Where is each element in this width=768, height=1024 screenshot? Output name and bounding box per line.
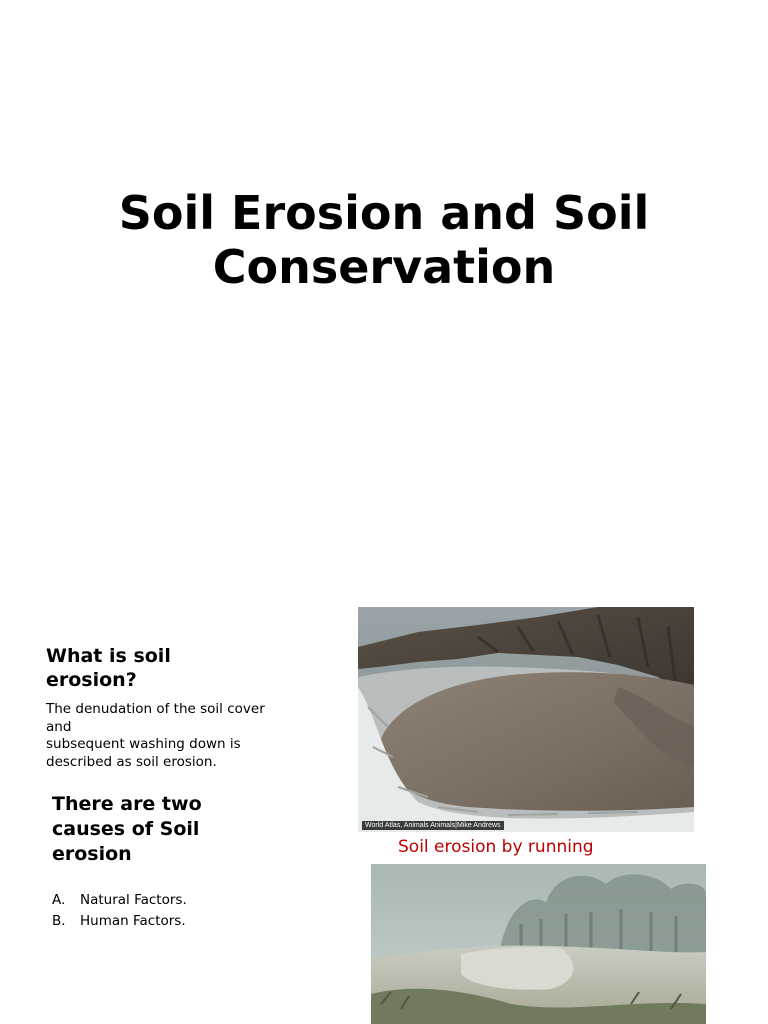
slide-title	[0, 186, 768, 294]
title-line-2: Conservation	[212, 240, 556, 294]
photo-credit: World Atlas, Animals Animals|Mike Andrews	[362, 821, 504, 830]
erosion-photo-riverbed	[358, 607, 694, 832]
riverbed-illustration	[358, 607, 694, 832]
erosion-photo-foggy-dunes	[371, 864, 706, 1024]
causes-heading: There are two causes of Soil erosion	[52, 793, 202, 865]
list-marker: A.	[52, 892, 66, 908]
definition-line-1: The denudation of the soil cover and	[46, 701, 265, 735]
title-line-1: Soil Erosion and Soil	[118, 186, 650, 240]
definition-line-2: subsequent washing down is described as soil erosion.	[46, 736, 241, 770]
list-marker: B.	[52, 913, 66, 929]
list-item-label: Human Factors.	[80, 913, 186, 929]
list-item-label: Natural Factors.	[80, 892, 187, 908]
definition-text	[46, 701, 276, 771]
list-item	[52, 911, 187, 932]
question-heading: What is soil erosion?	[46, 645, 171, 691]
list-item	[52, 890, 187, 911]
foggy-dunes-illustration	[371, 864, 706, 1024]
photo-caption: Soil erosion by running	[398, 837, 594, 857]
causes-list	[52, 890, 187, 932]
